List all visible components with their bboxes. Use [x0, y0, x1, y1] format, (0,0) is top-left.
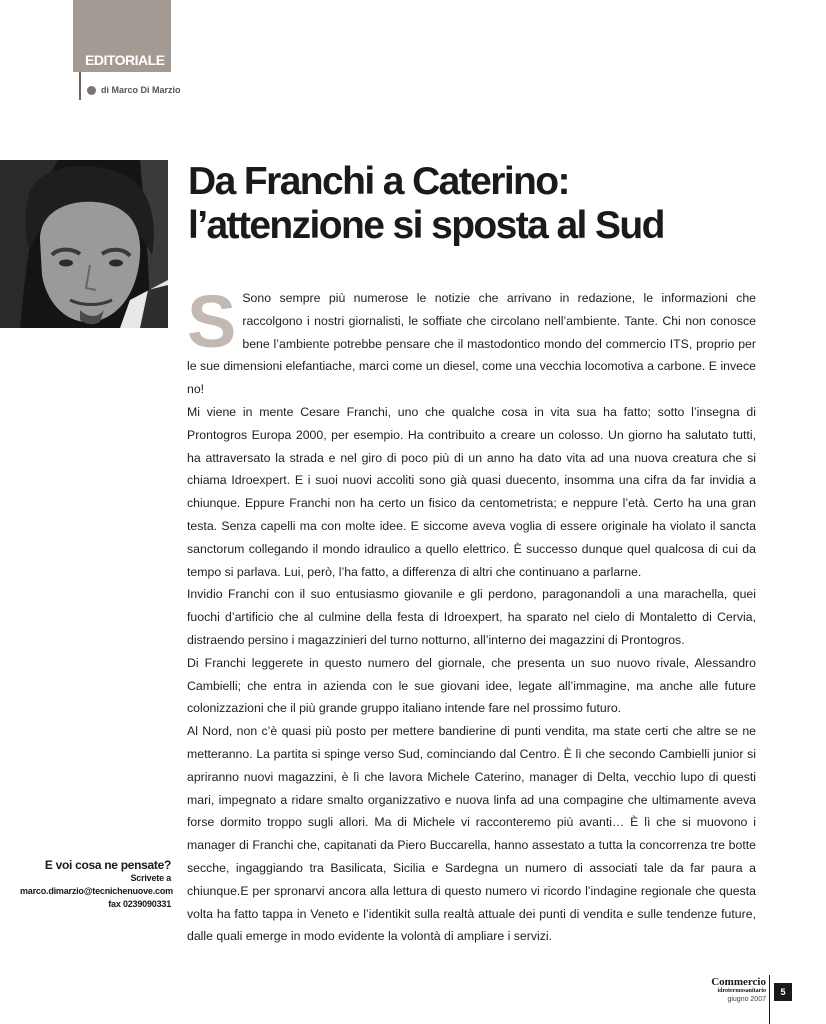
headline — [188, 160, 788, 248]
sidebar-email-link[interactable]: marco.dimarzio@tecnichenuove.com — [20, 886, 173, 896]
article-body — [187, 280, 756, 948]
bullet-icon — [87, 86, 96, 95]
sidebar-title: E voi cosa ne pensate? — [44, 858, 171, 872]
footer-brand-name: Commercio — [711, 976, 766, 988]
article-paragraph-2: Mi viene in mente Cesare Franchi, uno che qualche cosa in vita sua ha fatto; sotto l’insegna di Prontogros Europa 2000, per esempio. Ha contribuito a creare un colosso. Un giorno ha salutato tutti, ha attraversato la strada e nel giro di poco più di un anno ha dato vita ad una nuova creatura che si chiama Idroexpert. E i suoi nuovi accoliti sono già quasi duecento, insomma una cifra da far invidia a chiunque. Eppure Franchi non ha certo un fisico da centometrista; e neppure l’età. Certo ha una gran testa. Senza capelli ma con molte idee. E siccome aveva voglia di essere originale ha violato il sancta sanctorum collegando il mondo idraulico a quello elettrico. È successo dunque quel qualcosa di cui da tempo si parlava. Lui, però, l’ha fatto, a differenza di altri che continuano a parlarne. — [187, 404, 756, 579]
portrait-icon — [0, 160, 168, 328]
article-paragraph-1: Sono sempre più numerose le notizie che arrivano in redazione, le informazioni che raccolgono i nostri giornalisti, le soffiate che circolano nell’ambiente. Tante. Chi non conosce bene l’ambiente potrebbe pensare che il mastodontico mondo del commercio ITS, proprio per le sue dimensioni elefantiache, marci come un diesel, come una vecchia locomotiva a carbone. E invece no! — [187, 291, 756, 397]
page-number: 5 — [774, 983, 792, 1001]
sidebar-fax: fax 0239090331 — [108, 899, 171, 909]
footer-date: giugno 2007 — [727, 996, 766, 1003]
footer-brand-sub: idrotermosanitario — [717, 988, 766, 994]
contact-sidebar — [20, 858, 171, 911]
article-paragraph-4: Di Franchi leggerete in questo numero del giornale, che presenta un suo nuovo rivale, Alessandro Cambielli; che entra in azienda con le sue giovani idee, legate all’immagine, ma anche alle future colonizzazioni che il più grande gruppo italiano intende fare nel prossimo futuro. — [187, 655, 756, 716]
byline-author: di Marco Di Marzio — [101, 85, 181, 95]
byline-rule — [79, 72, 81, 100]
headline-line-1: Da Franchi a Caterino: — [188, 160, 569, 203]
section-label: EDITORIALE — [85, 52, 165, 68]
footer-rule — [769, 975, 770, 1024]
drop-cap: S — [187, 280, 237, 363]
byline — [87, 85, 181, 95]
headline-line-2: l’attenzione si sposta al Sud — [188, 204, 664, 247]
sidebar-write-to: Scrivete a — [130, 873, 171, 883]
footer-brand — [700, 977, 766, 1004]
article-paragraph-5: Al Nord, non c’è quasi più posto per mettere bandierine di punti vendita, ma state certi che altre se ne metteranno. La partita si spinge verso Sud, cominciando dal Centro. È lì che secondo Cambielli junior si apriranno nuovi magazzini, è lì che lavora Michele Caterino, manager di Delta, vecchio lupo di questi mari, impegnato a ridare smalto organizzativo e nuova linfa ad una compagine che ultimamente aveva forse dormito troppo sugli allori. Ma di Michele vi racconteremo più avanti… È lì che si muovono i manager di Franchi che, capitanati da Piero Buccarella, hanno assestato a tutta la concorrenza tre botte secche, ingaggiando tra Basilicata, Sicilia e Sardegna un numero di associati tale da far paura a chiunque.E per spronarvi ancora alla lettura di questo numero vi ricordo l’indagine regionale che questa volta ha fatto tappa in Veneto e l’identikit sulla realtà attuale dei punti di vendita e sulle tendenze future, dalle quali emerge in modo evidente la volontà di ampliare i servizi. — [187, 724, 756, 944]
author-photo — [0, 160, 168, 328]
article-paragraph-3: Invidio Franchi con il suo entusiasmo giovanile e gli perdono, paragonandoli a una marachella, quei fuochi d’artificio che al culmine della festa di Idroexpert, ha sparato nel cielo di Montaletto di Cervia, distraendo persino i magazzinieri del turno notturno, all’interno dei magazzini di Prontogros. — [187, 587, 756, 647]
